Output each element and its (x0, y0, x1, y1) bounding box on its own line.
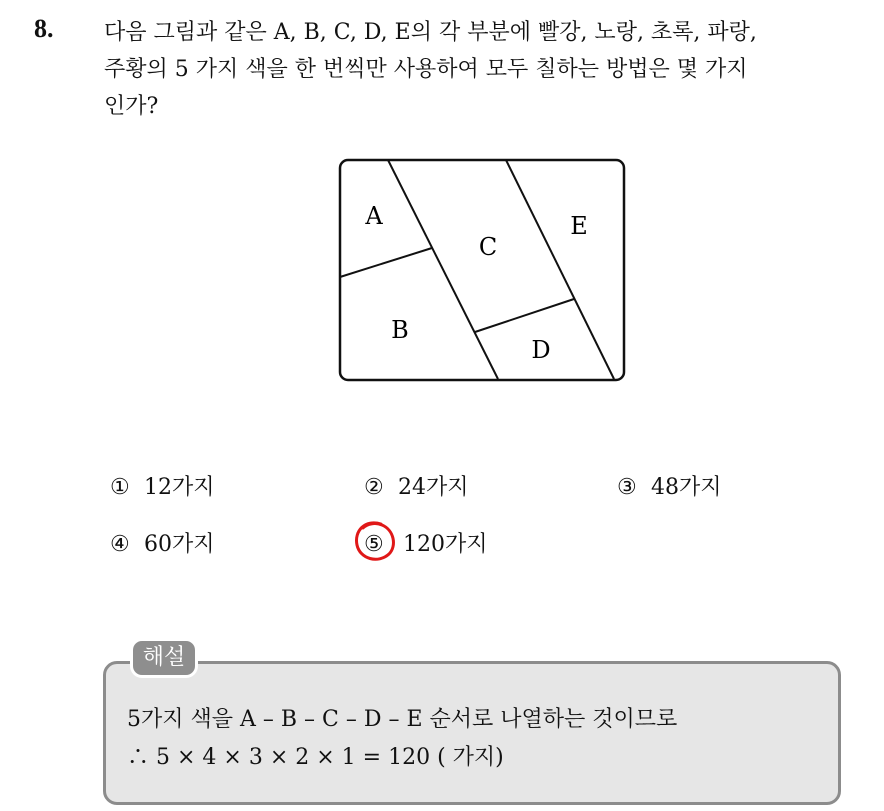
question-number: 8. (34, 14, 54, 43)
choice-1[interactable] (110, 470, 215, 501)
solution-line: ∴ 5 × 4 × 3 × 2 × 1 = 120 ( 가지) (127, 745, 504, 770)
region-label-d: D (531, 336, 551, 364)
solution-line: 5가지 색을 A – B – C – D – E 순서로 나열하는 것이므로 (127, 707, 678, 732)
choice-text: 48가지 (651, 475, 722, 500)
choice-number: ④ (110, 532, 130, 557)
choice-number: ② (364, 475, 384, 500)
region-label-e: E (570, 212, 588, 240)
choice-4[interactable] (110, 527, 215, 558)
choice-number: ⑤ (364, 532, 384, 557)
choice-text: 24가지 (398, 475, 469, 500)
solution-box (103, 661, 841, 805)
choice-3[interactable] (617, 470, 722, 501)
divider-line (475, 299, 574, 332)
choice-number: ③ (617, 475, 637, 500)
choice-number: ① (110, 475, 130, 500)
divider-line (340, 248, 432, 277)
choice-text: 60가지 (144, 532, 215, 557)
choice-text: 12가지 (144, 475, 215, 500)
region-diagram (338, 158, 628, 384)
question-line: 주황의 5 가지 색을 한 번씩만 사용하여 모두 칠하는 방법은 몇 가지 (104, 57, 748, 82)
region-label-a: A (365, 202, 383, 230)
question-line: 인가? (104, 94, 159, 119)
region-label-b: B (391, 316, 409, 344)
choice-2[interactable] (364, 470, 469, 501)
divider-line (506, 160, 614, 379)
answer-circle-mark (351, 519, 397, 565)
solution-tab: 해설 (130, 638, 198, 678)
choice-text: 120가지 (403, 532, 488, 557)
question-line: 다음 그림과 같은 A, B, C, D, E의 각 부분에 빨강, 노랑, 초록, 파랑, (104, 20, 757, 45)
region-label-c: C (478, 233, 498, 261)
question-text (104, 14, 874, 125)
divider-line (388, 160, 498, 379)
